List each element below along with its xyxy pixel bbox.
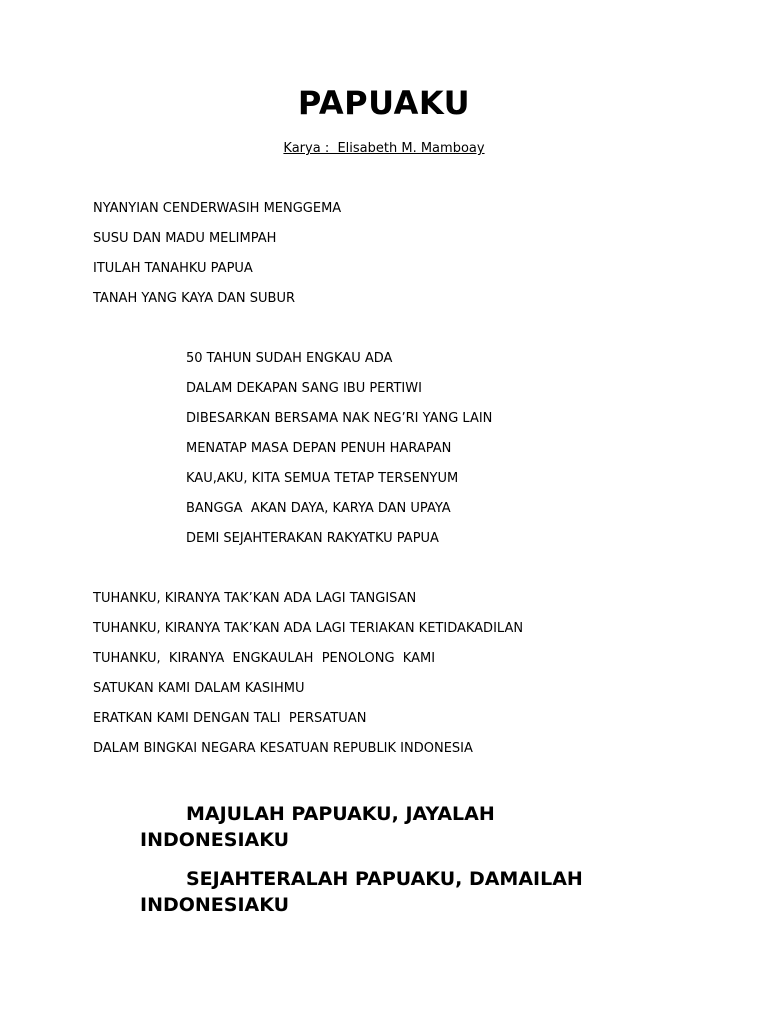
poem-line: KAU,AKU, KITA SEMUA TETAP TERSENYUM — [186, 471, 459, 486]
stanza-2 — [186, 344, 492, 554]
poem-line: TUHANKU, KIRANYA TAK’KAN ADA LAGI TANGISAN — [93, 591, 417, 606]
poem-line: DEMI SEJAHTERAKAN RAKYATKU PAPUA — [186, 531, 439, 546]
poem-line: NYANYIAN CENDERWASIH MENGGEMA — [93, 201, 342, 216]
poem-line: MENATAP MASA DEPAN PENUH HARAPAN — [186, 441, 452, 456]
stanza-1 — [93, 194, 341, 314]
poem-line: ERATKAN KAMI DENGAN TALI PERSATUAN — [93, 711, 367, 726]
poem-line: TUHANKU, KIRANYA ENGKAULAH PENOLONG KAMI — [93, 651, 436, 666]
poem-line: BANGGA AKAN DAYA, KARYA DAN UPAYA — [186, 501, 451, 516]
closing-text: MAJULAH PAPUAKU, JAYALAH INDONESIAKU — [140, 803, 502, 851]
closing-text: SEJAHTERALAH PAPUAKU, DAMAILAH INDONESIAKU — [140, 868, 590, 916]
poem-line: DALAM DEKAPAN SANG IBU PERTIWI — [186, 381, 422, 396]
poem-line: TANAH YANG KAYA DAN SUBUR — [93, 291, 296, 306]
poem-title: PAPUAKU — [297, 84, 471, 122]
stanza-3 — [93, 584, 523, 764]
poem-line: SATUKAN KAMI DALAM KASIHMU — [93, 681, 305, 696]
poem-line: DIBESARKAN BERSAMA NAK NEG’RI YANG LAIN — [186, 411, 493, 426]
closing-line-2 — [140, 866, 640, 918]
poem-line: DALAM BINGKAI NEGARA KESATUAN REPUBLIK INDONESIA — [93, 741, 473, 756]
poem-line: ITULAH TANAHKU PAPUA — [93, 261, 253, 276]
closing-line-1 — [140, 801, 560, 853]
poem-line: 50 TAHUN SUDAH ENGKAU ADA — [186, 351, 393, 366]
poem-line: TUHANKU, KIRANYA TAK’KAN ADA LAGI TERIAKAN KETIDAKADILAN — [93, 621, 524, 636]
poem-author: Karya : Elisabeth M. Mamboay — [283, 141, 485, 156]
poem-line: SUSU DAN MADU MELIMPAH — [93, 231, 277, 246]
